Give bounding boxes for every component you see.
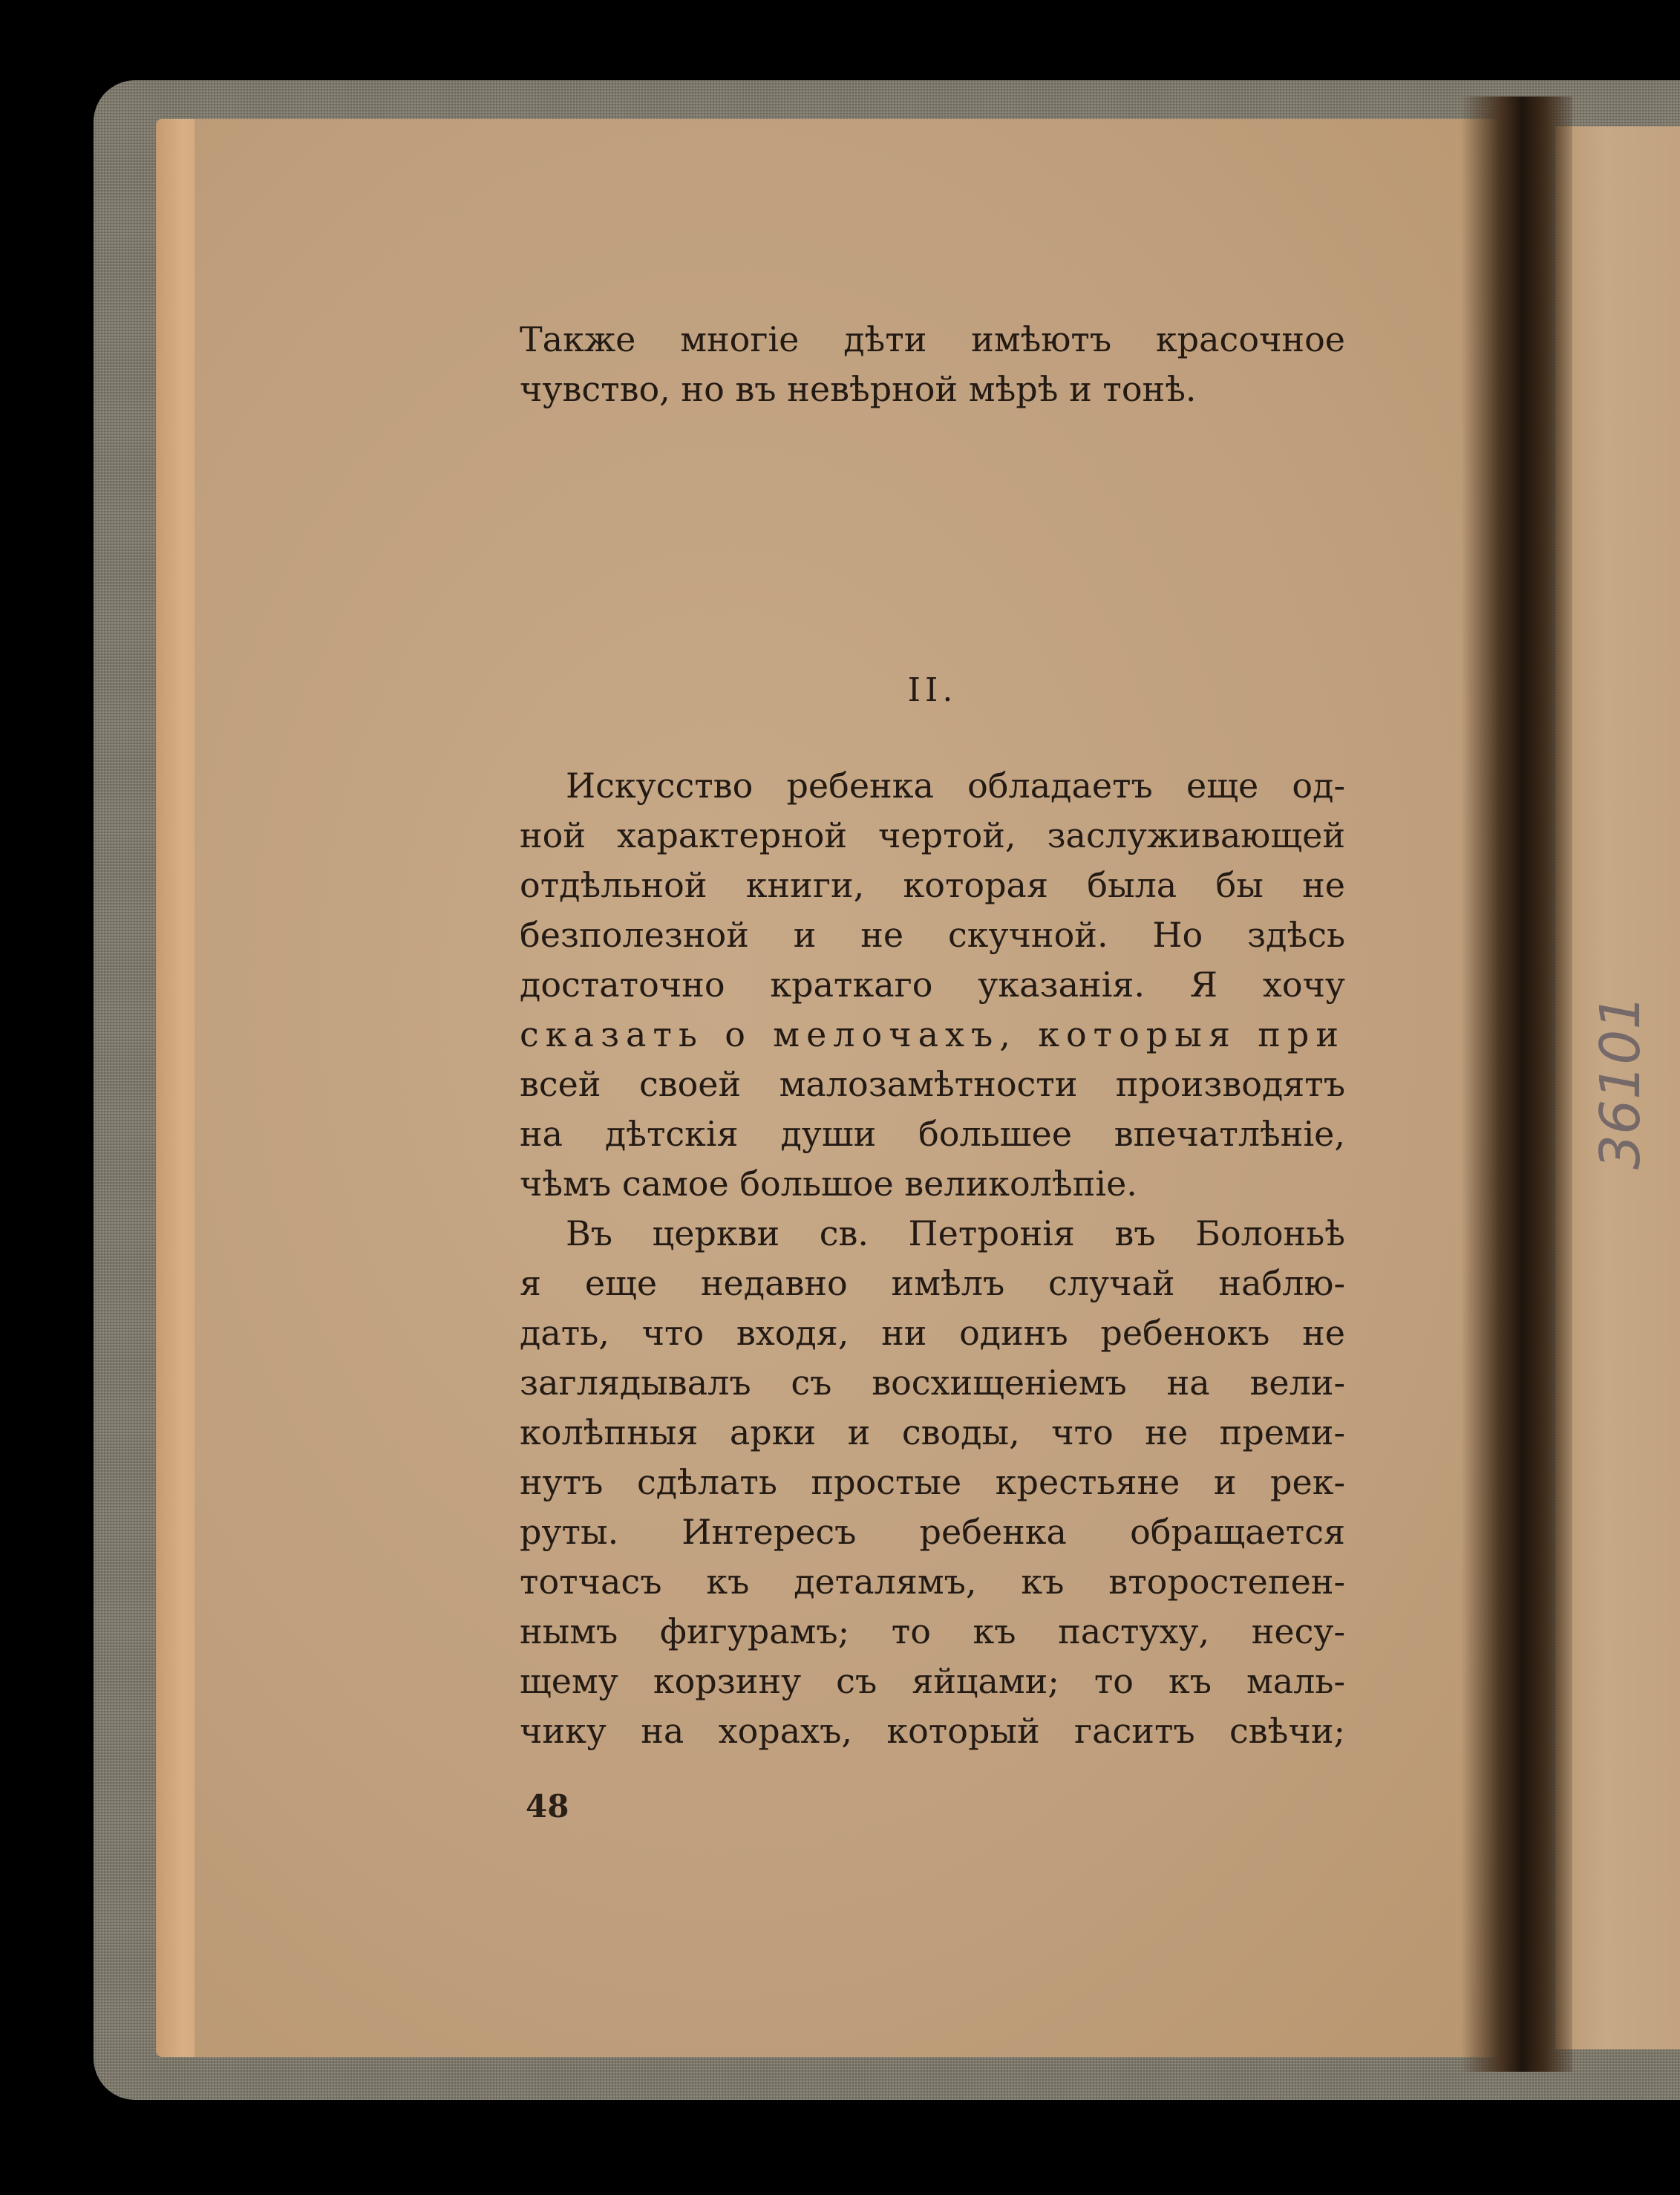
text-line: Въ церкви св. Петронія въ Болоньѣ xyxy=(566,1213,1345,1253)
text-line: заглядывалъ съ восхищеніемъ на вели- xyxy=(520,1363,1345,1403)
text-line: Искусство ребенка обладаетъ еще од- xyxy=(566,766,1345,806)
text-line: чику на хорахъ, который гаситъ свѣчи; xyxy=(520,1711,1345,1751)
text-line: чувство, но въ невѣрной мѣрѣ и тонѣ. xyxy=(520,369,1197,409)
text-line: ной характерной чертой, заслуживающей xyxy=(520,815,1345,855)
text-line: дать, что входя, ни одинъ ребенокъ не xyxy=(520,1313,1345,1353)
text-line: чѣмъ самое большое великолѣпіе. xyxy=(520,1164,1137,1204)
text-line: всей своей малозамѣтности производятъ xyxy=(520,1064,1345,1104)
text-line: сказать о мелочахъ, которыя при xyxy=(520,1014,1345,1054)
text-line: я еще недавно имѣлъ случай наблю- xyxy=(520,1263,1345,1303)
section-text xyxy=(520,761,1345,1756)
section-heading: II. xyxy=(907,671,958,709)
text-line: колѣпныя арки и своды, что не преми- xyxy=(520,1412,1345,1452)
text-line: отдѣльной книги, которая была бы не xyxy=(520,865,1345,905)
page-number: 48 xyxy=(526,1788,569,1824)
text-line: тотчасъ къ деталямъ, къ второстепен- xyxy=(520,1562,1345,1602)
text-line: щему корзину съ яйцами; то къ маль- xyxy=(520,1661,1345,1701)
text-line: нутъ сдѣлать простые крестьяне и рек- xyxy=(520,1462,1345,1502)
text-line: Также многіе дѣти имѣютъ красочное xyxy=(520,319,1345,359)
text-line: достаточно краткаго указанія. Я хочу xyxy=(520,965,1345,1005)
text-line: нымъ фигурамъ; то къ пастуху, несу- xyxy=(520,1611,1345,1651)
text-line: руты. Интересъ ребенка обращается xyxy=(520,1512,1345,1552)
text-line: на дѣтскія души большее впечатлѣніе, xyxy=(520,1114,1345,1154)
margin-pencil-note: 36101 xyxy=(1589,994,1653,1170)
book-gutter-shadow xyxy=(1461,97,1572,2072)
text-line: безполезной и не скучной. Но здѣсь xyxy=(520,915,1345,955)
opening-text xyxy=(520,315,1345,414)
